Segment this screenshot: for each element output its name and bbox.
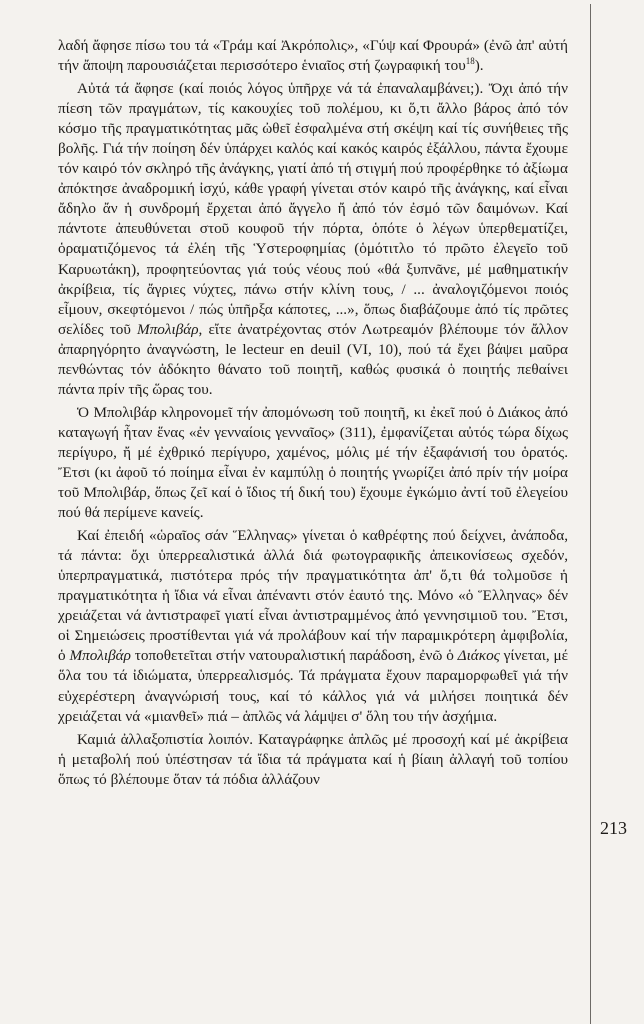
text-run: Καί ἐπειδή «ὡραῖος σάν Ἕλληνας» γίνεται ὁ καθρέφτης πού δείχνει, ἀνάποδα, τά πάντα: ὄχι ὑπερρεαλιστικά ἀλλά διά φωτογραφικῆς ἀπεικονίσεως σχεδόν, ὑπερπραγματικά, πιστότερα πρός τήν πραγματικότητα ἀπ' ὅ,τι θά τολμοῦσε ἡ πραγματικότητα ἡ ἴδια νά εἶναι ἀπέναντι στόν ἑαυτό της. Μόνο «ὁ Ἕλληνας» δέν χρειάζεται νά ἀντιστραφεῖ γιατί εἶναι ἀντιστραμμένος ἀπό γεννησιμιοῦ του. Ἔτσι, οἱ Σημειώσεις προστίθενται γιά νά προλάβουν καί τήν παραμικρότερη ἀμφιβολία, ὁ [58, 527, 568, 665]
text-run: γίνεται, μέ ὅλα του τά ἰδιώματα, ὑπερρεαλισμός. Τά πράγματα ἔχουν παραμορφωθεῖ γιά τήν εὐχερέστερη ἀναγνώρισή τους, καί τό κάλλος γιά νά μιλήσει ποιητικά δέν χρειάζεται νά «μιανθεῖ» πιά – ἁπλῶς νά λάμψει σ' ὅλη του τήν ἀσχήμια. [58, 647, 568, 725]
page-number: 213 [600, 818, 627, 838]
text-run: Ὁ Μπολιβάρ κληρονομεῖ τήν ἀπομόνωση τοῦ ποιητῆ, κι ἐκεῖ πού ὁ Διάκος ἀπό καταγωγή ἦταν ἕνας «ἐν γενναίοις γενναῖος» (311), ἐμφανίζεται αὐτός τώρα δίχως περίγυρο, ἤ μέ ἐχθρικό περίγυρο, χαμένος, μόλις μέ τήν ἐξαφάνισή του ὁρατός. Ἔτσι (κι ἀφοῦ τό ποίημα εἶναι ἐν καμπύλῃ ὁ ποιητής γνωρίζει ἀπό πρίν τήν μοίρα τοῦ Μπολιβάρ, ὅπως ζεῖ καί ὁ ἴδιος τή δική του) ἔχουμε ἐγκώμιο ἀντί τοῦ ἐλεγείου πού θά περίμενε κανείς. [58, 403, 568, 522]
body-text [58, 36, 568, 793]
paragraph [58, 730, 568, 790]
text-run: Αὐτά τά ἄφησε (καί ποιός λόγος ὑπῆρχε νά τά ἐπαναλαμβάνει;). Ὄχι ἀπό τήν πίεση τῶν πραγμάτων, τίς κακουχίες τοῦ πολέμου, κι ὅ,τι ἄλλο βάρος ἀπό τόν κόσμο τῆς πραγματικότητας μᾶς ὠθεῖ ἐσφαλμένα στή σκέψη καί τίς συνήθειες τῆς βολῆς. Γιά τήν ποίηση δέν ὑπάρχει καλός καί κακός καιρός ἐξάλλου, πάντα ἔχουμε τόν καιρό τόν σκληρό τῆς ἀνάγκης, γιατί ἀπό τή στιγμή πού προφέρθηκε τό ἀξίωμα ἀπόκτησε ἀναδρομική ἰσχύ, κάθε γραφή γίνεται στόν καιρό τῆς ἀνάγκης, καί εἶναι ἄδηλο ἄν ἡ συνδρομή ἔρχεται ἀπό ἄγγελο ἤ ἀπό τόν ἐσμό τῶν δαιμόνων. Καί πάντοτε ἀπευθύνεται στοῦ κουφοῦ τήν πόρτα, ὁπότε ὁ λέγων ὑπερθεματίζει, ὁραματιζόμενος τά ἐλέη τῆς Ὑστεροφημίας (ὁμότιτλο τό πρῶτο ἐλεγεῖο τοῦ Καρυωτάκη), προφητεύοντας γιά τούς νέους πού «θά ξυπνᾶνε, μέ μαθηματικήν ἀκρίβεια, τίς ἄγριες νύχτες, πάνω στήν κλίνη τους, / ... ἀναλογιζόμενοι ποιός εἶμουν, σκεφτόμενοι / πώς ὑπῆρξα κάποτες, ...», ὅπως διαβάζουμε ἀπό τίς πρῶτες σελίδες τοῦ [58, 80, 568, 338]
text-run: Καμιά ἀλλαξοπιστία λοιπόν. Καταγράφηκε ἁπλῶς μέ προσοχή καί μέ ἀκρίβεια ἡ μεταβολή πού ὑπέστησαν τά ἴδια τά πράγματα καί ἡ βίαιη ἀλλαγή τοῦ τοπίου ὅπως τό βλέπουμε ὅταν τά πόδια ἀλλάζουν [58, 730, 568, 788]
paragraph [58, 526, 568, 726]
italic-title: Διάκος [457, 647, 500, 665]
paragraph [58, 79, 568, 400]
text-run: , εἴτε ἀνατρέχοντας στόν Λωτρεαμόν βλέπουμε τόν ἄλλον ἀπαρηγόρητο ἀναγνώστη, le lecteur en deuil (VI, 10), πού τά ἔχει βάψει μαῦρα πενθώντας τόν ἀδόκητο θάνατο τοῦ ποιητῆ, καθώς φυσικά ὁ ποιητής πεθαίνει πάντα πρίν τῆς ὥρας του. [58, 320, 568, 398]
text-run: ). [474, 57, 484, 75]
text-run: τοποθετεῖται στήν νατουραλιστική παράδοση, ἐνῶ ὁ [130, 647, 458, 665]
italic-title: Μπολιβάρ [137, 320, 199, 338]
italic-title: Μπολιβάρ [69, 647, 131, 665]
margin-rule [590, 4, 591, 1024]
footnote-ref: 18 [465, 56, 475, 67]
paragraph [58, 403, 568, 523]
paragraph [58, 36, 568, 76]
text-run: λαδή ἄφησε πίσω του τά «Τράμ καί Ἀκρόπολις», «Γύψ καί Φρουρά» (ἐνῶ ἀπ' αὐτή τήν ἄποψη παρουσιάζεται περισσότερο ἑνιαῖος στή ζωγραφική του [58, 37, 568, 75]
